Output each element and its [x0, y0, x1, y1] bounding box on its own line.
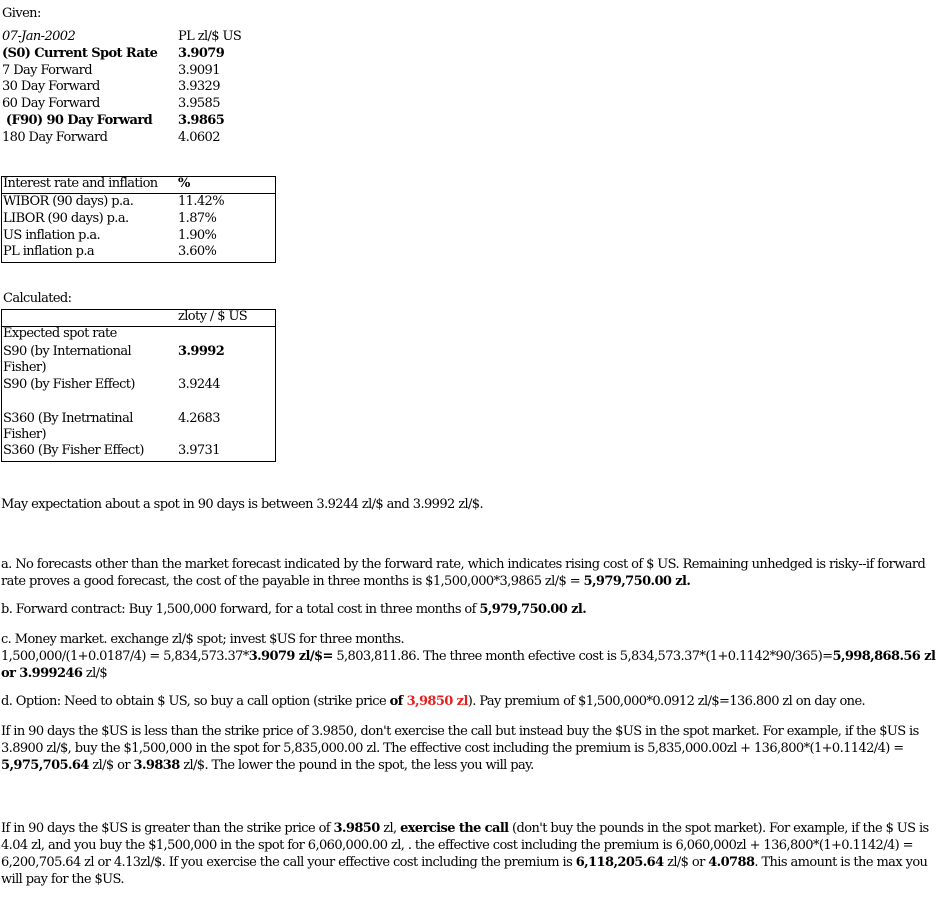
para-option: d. Option: Need to obtain $ US, so buy a call option (strike price of 3,9850 zl). Pay premium of $1,500,000*0.0912 zl/$=136.800 zl on day one.	[1, 694, 866, 709]
given-date: 07-Jan-2002	[2, 29, 76, 44]
given-row-value: 3.9865	[178, 113, 225, 128]
rates-row-value: 3.60%	[178, 244, 217, 259]
given-label: Given:	[2, 6, 41, 21]
rates-row-label: PL inflation p.a	[3, 244, 95, 259]
rates-header-unit: %	[178, 176, 190, 191]
rates-header-label: Interest rate and inflation	[3, 176, 158, 191]
calc-row-label: S90 (by International	[3, 344, 132, 359]
rates-row-value: 1.87%	[178, 211, 217, 226]
calc-row-label: S360 (By Fisher Effect)	[3, 443, 144, 458]
calc-row-label: S90 (by Fisher Effect)	[3, 377, 135, 392]
rates-row-label: US inflation p.a.	[3, 228, 101, 243]
expectation-text: May expectation about a spot in 90 days is between 3.9244 zl/$ and 3.9992 zl/$.	[1, 497, 484, 512]
calc-row-value: 3.9244	[178, 377, 220, 392]
given-row-value: 4.0602	[178, 130, 220, 145]
given-row-label: 7 Day Forward	[2, 63, 93, 78]
rates-row-value: 11.42%	[178, 194, 224, 209]
para-below-strike: If in 90 days the $US is less than the strike price of 3.9850, don't exercise the call but instead buy the $US in the spot market. For example, if the $US is 3.8900 zl/$, buy the $1,500,000 in the spot for 5,835,000.00 zl. The effective cost including the premium is 5,835,000.00zl + 136,800*(1+0.1142/4) = 5,975,705.64 zl/$ or 3.9838 zl/$. The lower the pound in the spot, the less you will pay.	[1, 724, 919, 773]
given-row-label: (F90) 90 Day Forward	[2, 113, 153, 128]
expected-spot-label: Expected spot rate	[3, 326, 117, 341]
calc-row-value: 4.2683	[178, 411, 220, 426]
calculated-unit: zloty / $ US	[178, 309, 248, 324]
given-row-value: 3.9329	[178, 79, 220, 94]
para-unhedged: a. No forecasts other than the market forecast indicated by the forward rate, which indicates rising cost of $ US. Remaining unhedged is risky--if forward rate proves a good forecast, the cost of the payable in three months is $1,500,000*3,9865 zl/$ = 5,979,750.00 zl.	[1, 557, 926, 589]
rates-row-label: LIBOR (90 days) p.a.	[3, 211, 129, 226]
para-forward-contract: b. Forward contract: Buy 1,500,000 forward, for a total cost in three months of 5,979,750.00 zl.	[1, 602, 587, 617]
given-row-label: 30 Day Forward	[2, 79, 100, 94]
rates-row-value: 1.90%	[178, 228, 217, 243]
para-money-market: c. Money market. exchange zl/$ spot; invest $US for three months. 1,500,000/(1+0.0187/4) = 5,834,573.37*3.9079 zl/$= 5,803,811.86. The three month efective cost is 5,834,573.37*(1+0.1142*90/365)=5,998,868.56 zl or 3.999246 zl/$	[1, 632, 936, 681]
rates-row-label: WIBOR (90 days) p.a.	[3, 194, 134, 209]
given-row-value: 3.9079	[178, 46, 225, 61]
calculated-label: Calculated:	[3, 291, 72, 306]
given-row-label: (S0) Current Spot Rate	[2, 46, 158, 61]
calc-row-label-cont: Fisher)	[3, 427, 47, 442]
calc-row-value: 3.9992	[178, 344, 225, 359]
para-above-strike: If in 90 days the $US is greater than the strike price of 3.9850 zl, exercise the call (don't buy the pounds in the spot market). For example, if the $ US is 4.04 zl, and you buy the $1,500,000 in the spot for 6,060,000.00 zl, . the effective cost including the premium is 6,060,000zl + 136,800*(1+0.1142/4) = 6,200,705.64 zl or 4.13zl/$. If you exercise the call your effective cost including the premium is 6,118,205.64 zl/$ or 4.0788. This amount is the max you will pay for the $US.	[1, 821, 929, 887]
given-unit: PL zl/$ US	[178, 29, 242, 44]
calc-row-label: S360 (By Inetrnatinal	[3, 411, 133, 426]
given-row-label: 180 Day Forward	[2, 130, 108, 145]
given-row-value: 3.9091	[178, 63, 220, 78]
calc-row-label-cont: Fisher)	[3, 360, 47, 375]
calc-row-value: 3.9731	[178, 443, 220, 458]
given-row-value: 3.9585	[178, 96, 220, 111]
given-row-label: 60 Day Forward	[2, 96, 100, 111]
